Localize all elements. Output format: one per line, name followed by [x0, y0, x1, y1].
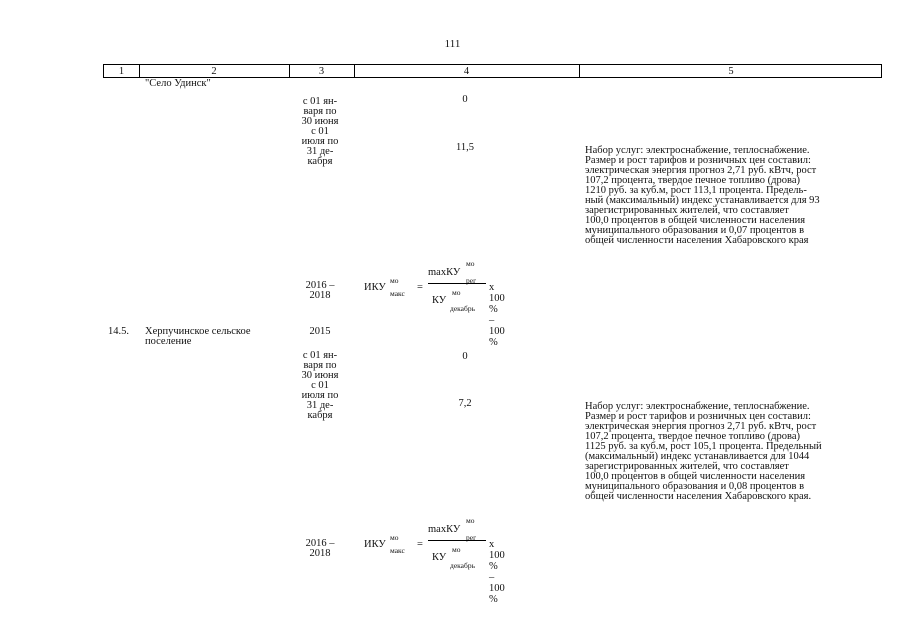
period-line: 31 де- — [306, 400, 334, 411]
desc-line: ный (максимальный) индекс устанавливается для 93 — [585, 195, 820, 206]
desc-line: 107,2 процента, твердое печное топливо (дрова) — [585, 431, 800, 442]
period-line: варя по — [303, 106, 337, 117]
settlement-name: "Село Удинск" — [145, 78, 211, 89]
header-col-2: 2 — [211, 66, 217, 77]
formula-num: maxКУ — [428, 267, 461, 278]
period-line: с 01 ян- — [302, 350, 338, 361]
formula-num-sub: рег — [466, 276, 477, 285]
desc-line: электрическая энергия прогноз 2,71 руб. кВтч, рост — [585, 165, 817, 176]
formula-num-sub: рег — [466, 533, 477, 542]
formula-eq: = — [417, 282, 423, 293]
years-line: 2016 – — [305, 280, 335, 291]
desc-line: общей численности населения Хабаровского края. — [585, 491, 812, 502]
header-col-3: 3 — [318, 66, 325, 77]
formula-den: КУ — [432, 295, 447, 306]
period-line: кабря — [307, 410, 333, 421]
formula-lhs-sub: макс — [390, 289, 405, 298]
formula-tail: x 100 % – 100 % — [489, 282, 505, 348]
settlement-name — [145, 327, 251, 347]
fraction-bar — [428, 283, 486, 284]
index-value: 0 — [462, 351, 468, 362]
desc-line: Набор услуг: электроснабжение, теплоснабжение. — [585, 401, 810, 412]
fraction-bar — [428, 540, 486, 541]
years-range — [290, 281, 350, 301]
formula-lhs-sub: макс — [390, 546, 405, 555]
years-range — [290, 539, 350, 559]
period-line: июля по — [301, 390, 339, 401]
desc-line: (максимальный) индекс устанавливается для 1044 — [585, 451, 810, 462]
formula-den-sub: декабрь — [450, 304, 475, 313]
period-line: июля по — [301, 136, 339, 147]
table-header — [103, 64, 882, 78]
desc-line: 100,0 процентов в общей численности населения — [585, 471, 806, 482]
period-line: 30 июня — [301, 116, 339, 127]
period-line: с 01 ян- — [302, 96, 338, 107]
desc-line: муниципального образования и 0,08 процентов в — [585, 481, 805, 492]
page-number: 111 — [444, 38, 461, 50]
formula-den-sub: декабрь — [450, 561, 475, 570]
desc-line: 100,0 процентов в общей численности населения — [585, 215, 806, 226]
base-year: 2015 — [309, 326, 331, 337]
period-line: с 01 — [311, 380, 329, 391]
name-line: Херпучинское сельское — [145, 326, 251, 337]
index-value: 11,5 — [456, 142, 474, 153]
index-value: 0 — [462, 94, 468, 105]
formula-tail: x 100 % – 100 % — [489, 539, 505, 605]
name-line: поселение — [145, 336, 192, 347]
formula-den-sup: мо — [452, 288, 461, 297]
formula-lhs: ИКУ — [364, 282, 386, 293]
desc-line: 107,2 процента, твердое печное топливо (дрова) — [585, 175, 800, 186]
desc-line: общей численности населения Хабаровского края — [585, 235, 809, 246]
formula-den-sup: мо — [452, 545, 461, 554]
formula-den: КУ — [432, 552, 447, 563]
index-value: 7,2 — [458, 398, 472, 409]
desc-line: Размер и рост тарифов и розничных цен составил: — [585, 155, 811, 166]
formula-lhs-sup: мо — [390, 533, 399, 542]
service-description — [585, 146, 878, 246]
formula-num: maxКУ — [428, 524, 461, 535]
desc-line: зарегистрированных жителей, что составляет — [585, 205, 789, 216]
desc-line: зарегистрированных жителей, что составляет — [585, 461, 789, 472]
formula-lhs-sup: мо — [390, 276, 399, 285]
period-line: варя по — [303, 360, 337, 371]
period-first-half — [290, 351, 350, 381]
period-line: 31 де- — [306, 146, 334, 157]
formula-eq: = — [417, 539, 423, 550]
years-line: 2018 — [309, 548, 331, 559]
years-line: 2016 – — [305, 538, 335, 549]
desc-line: электрическая энергия прогноз 2,71 руб. кВтч, рост — [585, 421, 817, 432]
formula-lhs: ИКУ — [364, 539, 386, 550]
row-number: 14.5. — [108, 326, 129, 337]
header-col-1: 1 — [118, 66, 125, 77]
desc-line: Размер и рост тарифов и розничных цен составил: — [585, 411, 811, 422]
header-col-4: 4 — [463, 66, 470, 77]
formula-num-sup: мо — [466, 259, 475, 268]
period-line: 30 июня — [301, 370, 339, 381]
desc-line: 1210 руб. за куб.м, рост 113,1 процента. Предель- — [585, 185, 807, 196]
desc-line: 1125 руб. за куб.м, рост 105,1 процента. Предельный — [585, 441, 822, 452]
header-col-5: 5 — [728, 66, 734, 77]
period-line: кабря — [307, 156, 333, 167]
service-description — [585, 402, 878, 502]
desc-line: муниципального образования и 0,07 процентов в — [585, 225, 805, 236]
period-line: с 01 — [311, 126, 329, 137]
period-first-half — [290, 97, 350, 127]
years-line: 2018 — [309, 290, 331, 301]
period-second-half — [290, 381, 350, 421]
desc-line: Набор услуг: электроснабжение, теплоснабжение. — [585, 145, 810, 156]
period-second-half — [290, 127, 350, 167]
formula-num-sup: мо — [466, 516, 475, 525]
